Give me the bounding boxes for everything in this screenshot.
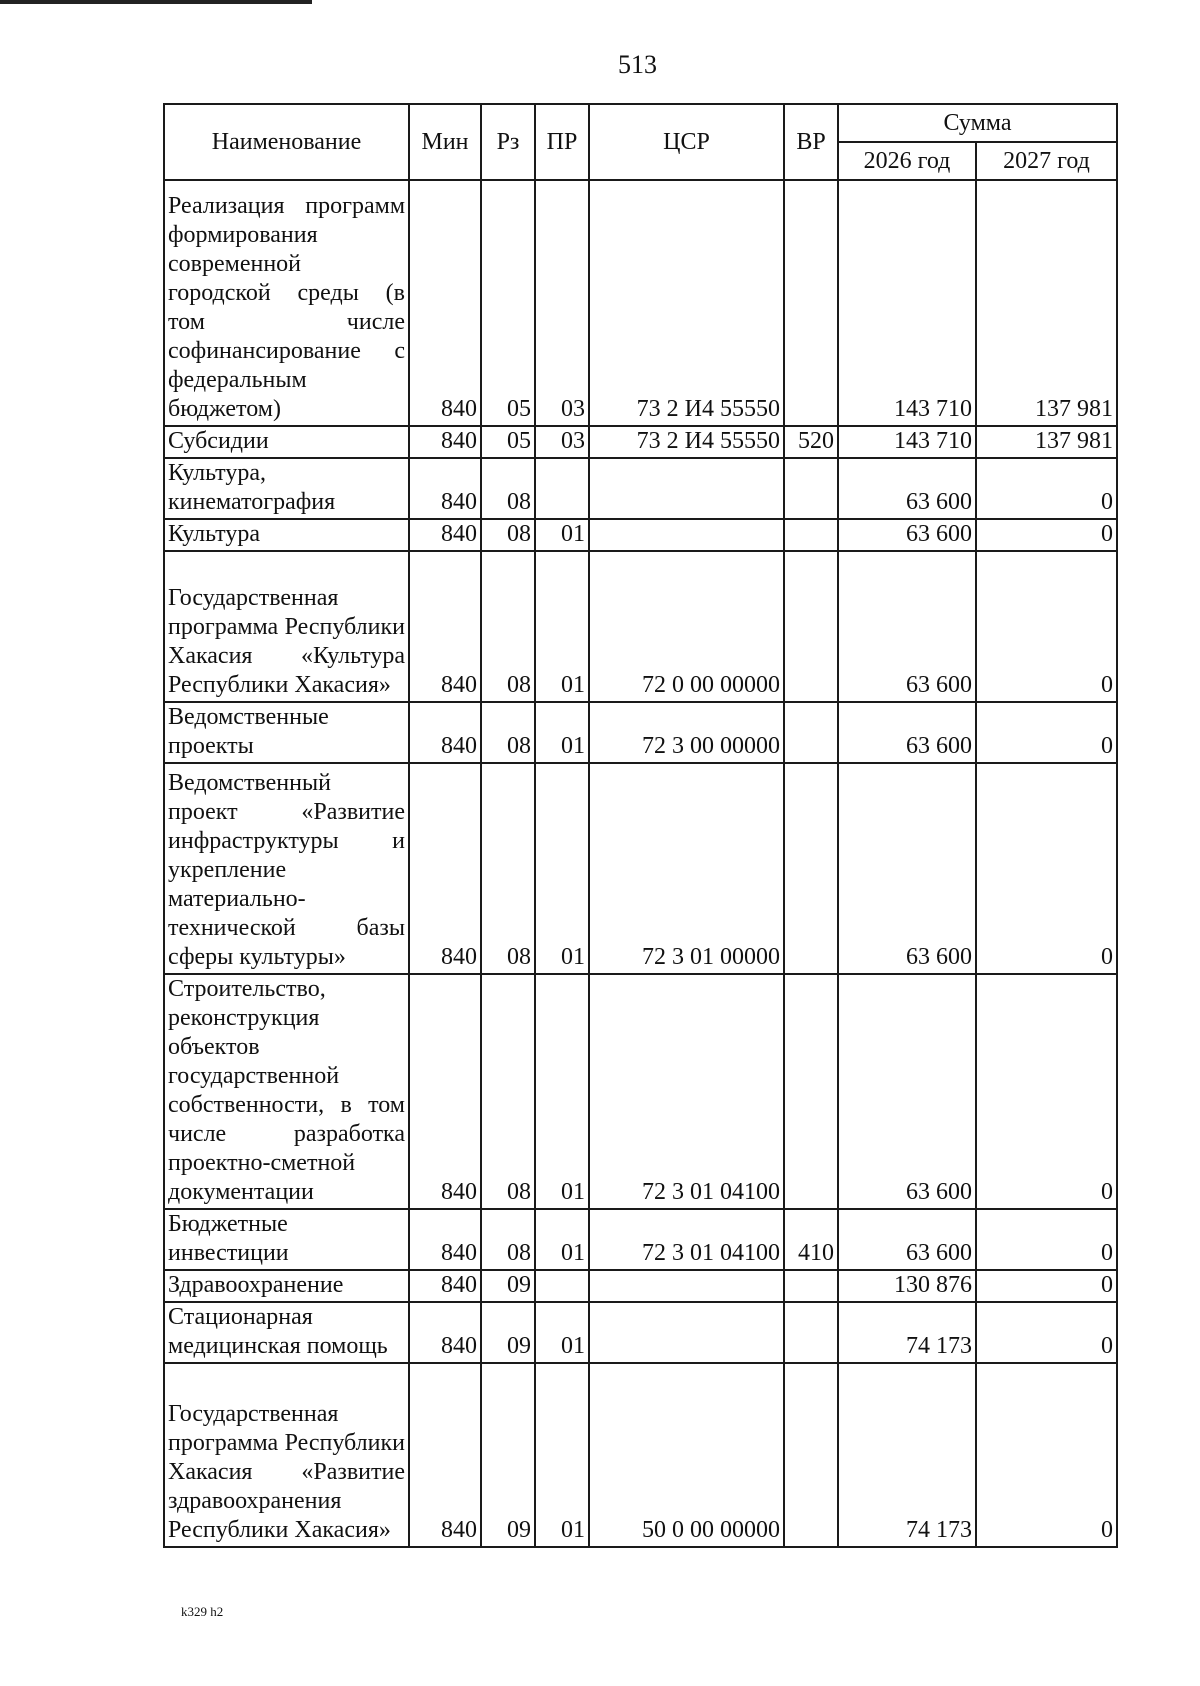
row-rz: 08 (481, 974, 535, 1209)
row-csr (589, 1270, 784, 1302)
row-pr (535, 458, 589, 519)
table-row (164, 458, 1117, 519)
row-sum-2027: 0 (976, 458, 1117, 519)
row-pr: 01 (535, 702, 589, 763)
table-row (164, 1270, 1117, 1302)
row-min: 840 (409, 426, 481, 458)
row-rz: 08 (481, 702, 535, 763)
row-vr (784, 974, 838, 1209)
row-csr (589, 1302, 784, 1363)
row-csr: 72 3 01 04100 (589, 974, 784, 1209)
row-vr (784, 551, 838, 702)
row-csr (589, 458, 784, 519)
row-pr (535, 1270, 589, 1302)
row-min: 840 (409, 974, 481, 1209)
row-sum-2026: 63 600 (838, 458, 976, 519)
row-pr: 03 (535, 180, 589, 426)
row-sum-2027: 0 (976, 519, 1117, 551)
row-csr: 73 2 И4 55550 (589, 426, 784, 458)
table-row (164, 1209, 1117, 1270)
row-rz: 09 (481, 1270, 535, 1302)
row-sum-2026: 143 710 (838, 426, 976, 458)
row-sum-2026: 63 600 (838, 519, 976, 551)
row-vr: 410 (784, 1209, 838, 1270)
row-min: 840 (409, 1363, 481, 1547)
row-csr: 73 2 И4 55550 (589, 180, 784, 426)
footer-code: k329 h2 (181, 1604, 224, 1619)
row-sum-2026: 63 600 (838, 763, 976, 974)
row-rz: 08 (481, 519, 535, 551)
row-name: Государственная программа Республики Хакасия «Развитие здравоохранения Республики Хакасия» (164, 1363, 409, 1547)
row-sum-2027: 137 981 (976, 180, 1117, 426)
row-vr (784, 1302, 838, 1363)
row-pr: 01 (535, 551, 589, 702)
row-pr: 03 (535, 426, 589, 458)
row-name: Стационарная медицинская помощь (164, 1302, 409, 1363)
row-sum-2026: 74 173 (838, 1302, 976, 1363)
row-min: 840 (409, 1302, 481, 1363)
table-row (164, 551, 1117, 702)
table-row (164, 974, 1117, 1209)
row-sum-2027: 0 (976, 702, 1117, 763)
header-year-2026: 2026 год (838, 142, 976, 180)
budget-table (163, 103, 1118, 1548)
row-rz: 09 (481, 1363, 535, 1547)
row-min: 840 (409, 763, 481, 974)
row-rz: 09 (481, 1302, 535, 1363)
header-rz: Рз (481, 104, 535, 180)
top-rule (0, 0, 312, 4)
row-vr (784, 519, 838, 551)
row-pr: 01 (535, 763, 589, 974)
row-pr: 01 (535, 1209, 589, 1270)
row-csr: 50 0 00 00000 (589, 1363, 784, 1547)
row-sum-2027: 0 (976, 1363, 1117, 1547)
row-sum-2026: 63 600 (838, 702, 976, 763)
row-vr (784, 1363, 838, 1547)
header-csr: ЦСР (589, 104, 784, 180)
table-row (164, 1302, 1117, 1363)
header-sum: Сумма (838, 104, 1117, 142)
row-sum-2027: 0 (976, 551, 1117, 702)
row-vr (784, 458, 838, 519)
row-name: Строительство, реконструкция объектов государственной собственности, в том числе разработка проектно-сметной документации (164, 974, 409, 1209)
table-row (164, 1363, 1117, 1547)
header-pr: ПР (535, 104, 589, 180)
row-csr: 72 0 00 00000 (589, 551, 784, 702)
row-rz: 08 (481, 458, 535, 519)
row-vr (784, 702, 838, 763)
table-row (164, 763, 1117, 974)
row-sum-2027: 0 (976, 763, 1117, 974)
row-sum-2027: 137 981 (976, 426, 1117, 458)
row-vr (784, 763, 838, 974)
row-rz: 08 (481, 763, 535, 974)
row-name: Культура (164, 519, 409, 551)
row-sum-2027: 0 (976, 1270, 1117, 1302)
row-min: 840 (409, 1209, 481, 1270)
table-row (164, 426, 1117, 458)
row-sum-2026: 74 173 (838, 1363, 976, 1547)
row-pr: 01 (535, 1302, 589, 1363)
row-pr: 01 (535, 519, 589, 551)
row-vr: 520 (784, 426, 838, 458)
row-min: 840 (409, 519, 481, 551)
row-name: Бюджетные инвестиции (164, 1209, 409, 1270)
row-name: Субсидии (164, 426, 409, 458)
row-rz: 08 (481, 551, 535, 702)
row-vr (784, 180, 838, 426)
header-min: Мин (409, 104, 481, 180)
row-csr: 72 3 01 00000 (589, 763, 784, 974)
row-name: Государственная программа Республики Хакасия «Культура Республики Хакасия» (164, 551, 409, 702)
row-rz: 05 (481, 180, 535, 426)
row-name: Здравоохранение (164, 1270, 409, 1302)
row-min: 840 (409, 551, 481, 702)
row-min: 840 (409, 702, 481, 763)
row-sum-2026: 143 710 (838, 180, 976, 426)
table-row (164, 519, 1117, 551)
row-sum-2027: 0 (976, 1209, 1117, 1270)
row-vr (784, 1270, 838, 1302)
row-min: 840 (409, 458, 481, 519)
row-pr: 01 (535, 1363, 589, 1547)
header-name: Наименование (164, 104, 409, 180)
header-year-2027: 2027 год (976, 142, 1117, 180)
row-min: 840 (409, 1270, 481, 1302)
row-name: Культура, кинематография (164, 458, 409, 519)
row-name: Ведомственный проект «Развитие инфраструктуры и укрепление материально-технической базы сферы культуры» (164, 763, 409, 974)
header-vr: ВР (784, 104, 838, 180)
row-rz: 08 (481, 1209, 535, 1270)
table-row (164, 180, 1117, 426)
row-sum-2026: 63 600 (838, 1209, 976, 1270)
table-row (164, 702, 1117, 763)
page-number: 513 (618, 50, 657, 79)
row-csr (589, 519, 784, 551)
row-pr: 01 (535, 974, 589, 1209)
row-sum-2027: 0 (976, 1302, 1117, 1363)
row-name: Реализация программ формирования современной городской среды (в том числе софинансирование с федеральным бюджетом) (164, 180, 409, 426)
row-sum-2026: 63 600 (838, 974, 976, 1209)
row-name: Ведомственные проекты (164, 702, 409, 763)
row-csr: 72 3 01 04100 (589, 1209, 784, 1270)
row-sum-2027: 0 (976, 974, 1117, 1209)
row-rz: 05 (481, 426, 535, 458)
row-min: 840 (409, 180, 481, 426)
row-sum-2026: 130 876 (838, 1270, 976, 1302)
row-csr: 72 3 00 00000 (589, 702, 784, 763)
row-sum-2026: 63 600 (838, 551, 976, 702)
